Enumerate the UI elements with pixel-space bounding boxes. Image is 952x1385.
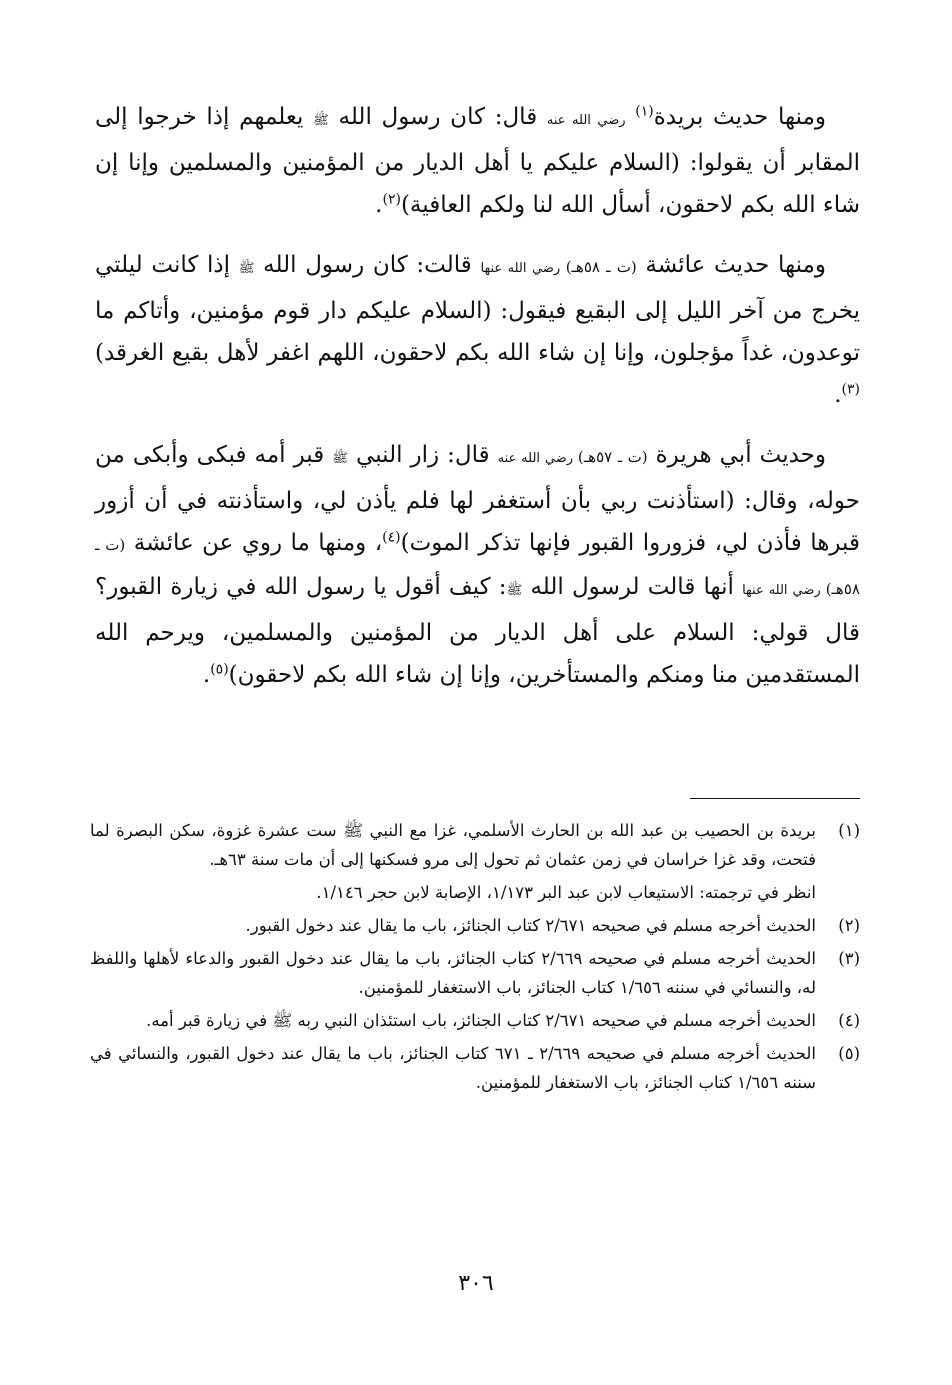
honorific-glyph: رضي الله عنه [497, 451, 578, 466]
footnote-3 [90, 944, 860, 1002]
honorific-glyph: رضي الله عنها [480, 261, 566, 276]
footnote-ref-4[interactable]: (٤) [382, 529, 401, 546]
death-date: (ت ـ ٥٨هـ) [95, 536, 860, 598]
text-segment: ومنها حديث عائشة [636, 252, 827, 278]
footnote-text: الحديث أخرجه مسلم في صحيحه ٢/٦٧١ كتاب الجنائز، باب ما يقال عند دخول القبور. [245, 916, 816, 935]
footnote-text: الحديث أخرجه مسلم في صحيحه ٢/٦٧١ كتاب الجنائز، باب استئذان النبي ربه ﷺ في زيارة قبر أمه. [146, 1011, 816, 1030]
text-segment: . [834, 382, 842, 408]
main-text [95, 96, 860, 714]
text-segment: . [202, 662, 211, 688]
death-date: (ت ـ ٥٨هـ) [565, 258, 637, 276]
text-segment: ، ومنها ما روي عن عائشة [125, 530, 383, 556]
text-segment: : كيف أقول يا رسول الله في زيارة القبور؟ قال قولي: السلام على أهل الديار من المؤمنين والمسلمين، ويرحم الله المستقدمين منا ومنكم والمستأخرين، وإنا إن شاء الله بكم لاحقون) [95, 574, 860, 688]
footnote-text: الحديث أخرجه مسلم في صحيحه ٢/٦٦٩ ـ ٦٧١ كتاب الجنائز، باب ما يقال عند دخول القبور، والنسائي في سننه ١/٦٥٦ كتاب الجنائز، باب الاستغفار للمؤمنين. [90, 1044, 817, 1092]
death-date: (ت ـ ٥٧هـ) [577, 448, 648, 466]
text-segment: قالت: كان رسول الله [254, 252, 481, 278]
footnote-1 [90, 816, 860, 907]
salla-glyph: ﷺ [332, 451, 348, 466]
text-segment: . [375, 192, 383, 218]
text-segment: أنها قالت لرسول الله [522, 574, 743, 600]
footnotes [90, 816, 860, 1101]
footnote-subtext: انظر في ترجمته: الاستيعاب لابن عبد البر ١/١٧٣، الإصابة لابن حجر ١/١٤٦. [316, 883, 816, 902]
paragraph-aisha-1 [95, 244, 860, 416]
salla-glyph: ﷺ [238, 261, 255, 276]
paragraph-abu-hurairah [95, 434, 860, 696]
text-segment: قبر أمه فبكى وأبكى من حوله، وقال: (استأذنت ربي بأن أستغفر لها فلم يأذن لي، واستأذنته في أن أزور قبرها فأذن لي، فزوروا القبور فإنها تذكر الموت) [95, 442, 860, 556]
footnote-text: الحديث أخرجه مسلم في صحيحه ٢/٦٦٩ كتاب الجنائز، باب ما يقال عند دخول القبور والدعاء لأهلها واللفظ له، والنسائي في سننه ١/٦٥٦ كتاب الجنائز، باب الاستغفار للمؤمنين. [90, 949, 816, 997]
honorific-glyph: رضي الله عنها [742, 583, 826, 598]
footnote-number: (٣) [838, 949, 860, 968]
footnote-number: (٢) [838, 916, 860, 935]
footnote-ref-3[interactable]: (٣) [841, 381, 860, 398]
text-segment: قال: زار النبي [348, 442, 498, 468]
footnote-number: (٤) [838, 1011, 860, 1030]
footnote-5 [90, 1039, 860, 1097]
text-segment: يعلمهم إذا خرجوا إلى المقابر أن يقولوا: (السلام عليكم يا أهل الديار من المؤمنين والمسلمين وإنا إن شاء الله بكم لاحقون، أسأل الله لنا ولكم العافية) [95, 104, 860, 218]
salla-glyph: ﷺ [313, 113, 329, 128]
paragraph-buraidah [95, 96, 860, 226]
text-segment: وحديث أبي هريرة [647, 442, 827, 468]
text-segment: قال: كان رسول الله [328, 104, 547, 130]
text-segment: إذا كانت ليلتي يخرج من آخر الليل إلى البقيع فيقول: (السلام عليكم دار قوم مؤمنين، وأتاكم ما توعدون، غداً مؤجلون، وإنا إن شاء الله بكم لاحقون، اللهم اغفر لأهل بقيع الغرقد) [95, 252, 860, 366]
footnote-ref-5[interactable]: (٥) [210, 661, 229, 678]
page-number: ٣٠٦ [458, 1271, 494, 1296]
footnote-divider [690, 798, 860, 799]
footnote-number: (١) [838, 821, 860, 840]
footnote-2 [90, 911, 860, 940]
footnote-4 [90, 1006, 860, 1035]
footnote-ref-1[interactable]: (١) [635, 103, 654, 120]
text-segment: ومنها حديث بريدة [653, 104, 827, 130]
honorific-glyph: رضي الله عنه [546, 113, 626, 128]
footnote-ref-2[interactable]: (٢) [382, 191, 401, 208]
footnote-text: بريدة بن الحصيب بن عبد الله بن الحارث الأسلمي، غزا مع النبي ﷺ ست عشرة غزوة، سكن البصرة لما فتحت، وقد غزا خراسان في زمن عثمان ثم تحول إلى مرو فسكنها إلى أن مات سنة ٦٣هـ. [90, 821, 816, 869]
footnote-body [90, 816, 816, 907]
footnote-number: (٥) [838, 1044, 860, 1063]
salla-glyph: ﷺ [506, 583, 523, 598]
